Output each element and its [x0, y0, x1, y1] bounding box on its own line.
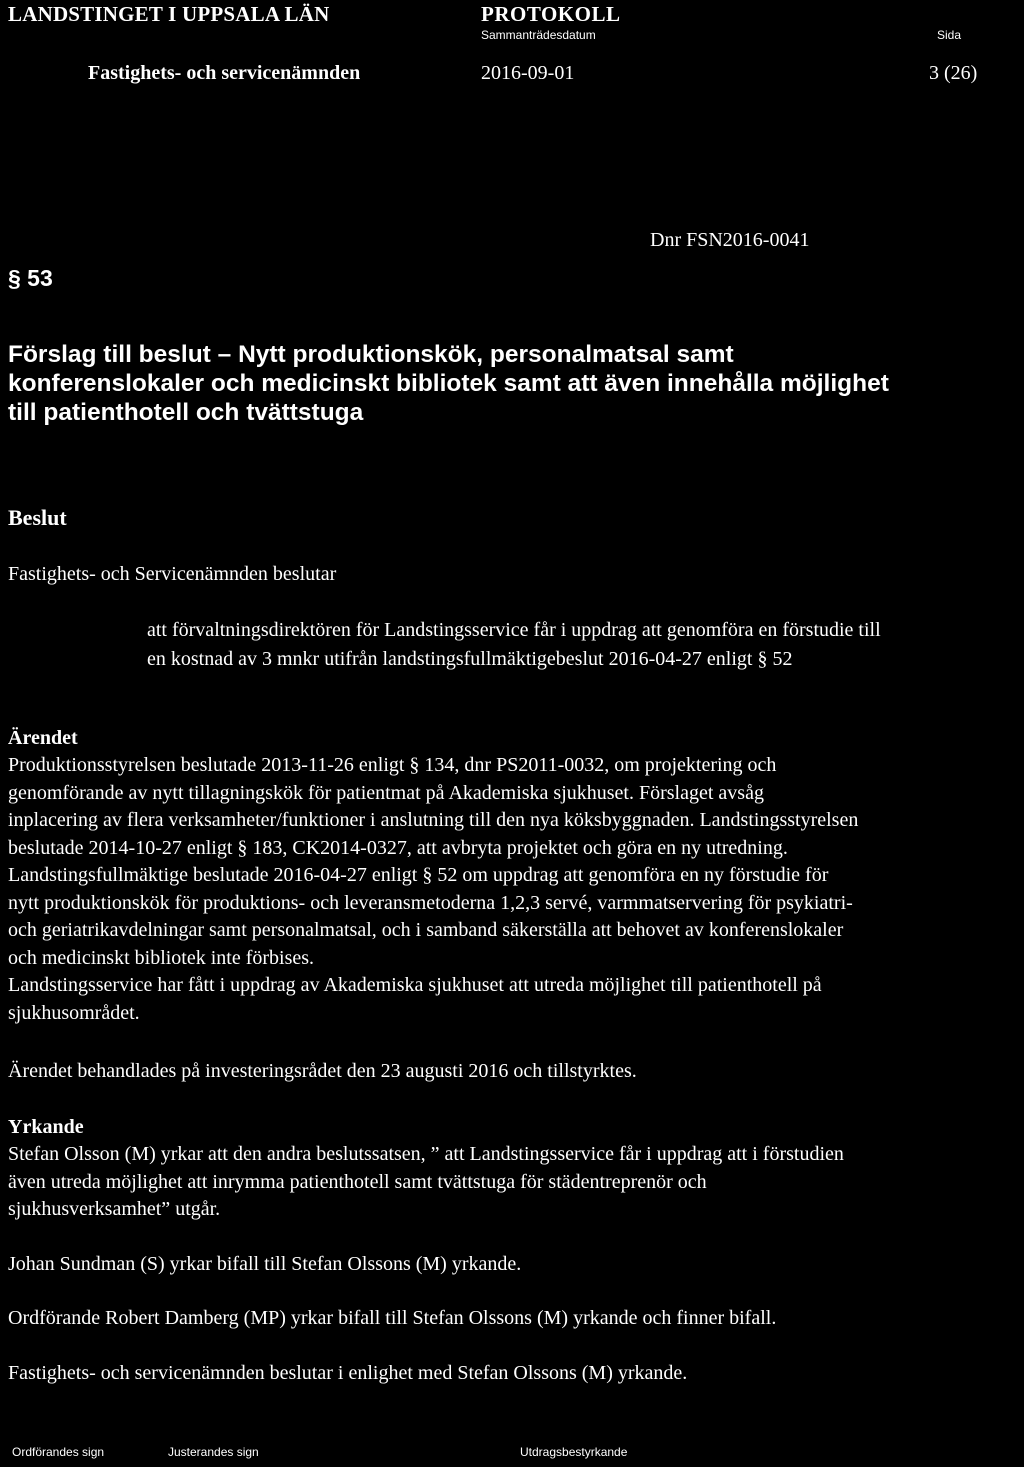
body-line: nytt produktionskök för produktions- och leveransmetoderna 1,2,3 servé, varmmatservering för psykiatri- [8, 891, 853, 914]
att-line: att förvaltningsdirektören för Landstingsservice får i uppdrag att genomföra en förstudie till [147, 619, 881, 641]
sundman-motion: Johan Sundman (S) yrkar bifall till Stefan Olssons (M) yrkande. [8, 1253, 522, 1275]
organization-name: LANDSTINGET I UPPSALA LÄN [8, 2, 330, 26]
beslut-att-clause [147, 616, 881, 674]
extract-certification-label: Utdragsbestyrkande [520, 1445, 628, 1459]
title-line: konferenslokaler och medicinskt bibliotek samt att även innehålla möjlighet [8, 370, 889, 397]
beslut-intro: Fastighets- och Servicenämnden beslutar [8, 563, 337, 585]
body-line: sjukhusområdet. [8, 1001, 140, 1024]
committee-decision: Fastighets- och servicenämnden beslutar i enlighet med Stefan Olssons (M) yrkande. [8, 1362, 688, 1384]
page-label: Sida [937, 28, 962, 42]
body-line: och geriatrikavdelningar samt personalmatsal, och i samband säkerställa att behovet av konferenslokaler [8, 919, 844, 941]
meeting-date: 2016-09-01 [481, 62, 575, 84]
case-number: Dnr FSN2016-0041 [650, 229, 810, 251]
olsson-motion [8, 1141, 844, 1224]
body-line: Landstingsfullmäktige beslutade 2016-04-27 enligt § 52 om uppdrag att genomföra en ny förstudie för [8, 864, 829, 886]
document-type: PROTOKOLL [481, 2, 621, 26]
investment-council-line: Ärendet behandlades på investeringsrådet den 23 augusti 2016 och tillstyrktes. [8, 1060, 637, 1082]
arendet-body [8, 752, 858, 1027]
yrkande-heading: Yrkande [8, 1116, 84, 1138]
chair-signature-label: Ordförandes sign [12, 1445, 105, 1459]
committee-name: Fastighets- och servicenämnden [88, 62, 361, 84]
body-line: även utreda möjlighet att inrymma patienthotell samt tvättstuga för städentreprenör och [8, 1170, 707, 1193]
att-line: en kostnad av 3 mnkr utifrån landstingsfullmäktigebeslut 2016-04-27 enligt § 52 [147, 648, 793, 670]
meeting-date-label: Sammanträdesdatum [481, 28, 596, 42]
paragraph-number: § 53 [8, 265, 53, 291]
body-line: beslutade 2014-10-27 enligt § 183, CK2014-0327, att avbryta projektet och göra en ny utredning. [8, 836, 788, 859]
body-line: genomförande av nytt tillagningskök för patientmat på Akademiska sjukhuset. Förslaget avsåg [8, 781, 764, 804]
damberg-motion: Ordförande Robert Damberg (MP) yrkar bifall till Stefan Olssons (M) yrkande och finner bifall. [8, 1307, 777, 1329]
arendet-heading: Ärendet [8, 727, 78, 749]
body-line: och medicinskt bibliotek inte förbises. [8, 946, 315, 969]
page-number: 3 (26) [929, 62, 978, 84]
body-line: Landstingsservice har fått i uppdrag av Akademiska sjukhuset att utreda möjlighet till patienthotell på [8, 974, 822, 996]
adjuster-signature-label: Justerandes sign [168, 1445, 259, 1459]
section-title [8, 340, 1020, 427]
body-line: inplacering av flera verksamheter/funktioner i anslutning till den nya köksbyggnaden. Landstingsstyrelsen [8, 809, 859, 831]
beslut-heading: Beslut [8, 505, 67, 530]
body-line: sjukhusverksamhet” utgår. [8, 1198, 221, 1220]
title-line: Förslag till beslut – Nytt produktionskök, personalmatsal samt [8, 341, 734, 368]
title-line: till patienthotell och tvättstuga [8, 399, 364, 426]
body-line: Produktionsstyrelsen beslutade 2013-11-26 enligt § 134, dnr PS2011-0032, om projektering och [8, 754, 777, 776]
body-line: Stefan Olsson (M) yrkar att den andra beslutssatsen, ” att Landstingsservice får i uppdrag att i förstudien [8, 1143, 844, 1165]
